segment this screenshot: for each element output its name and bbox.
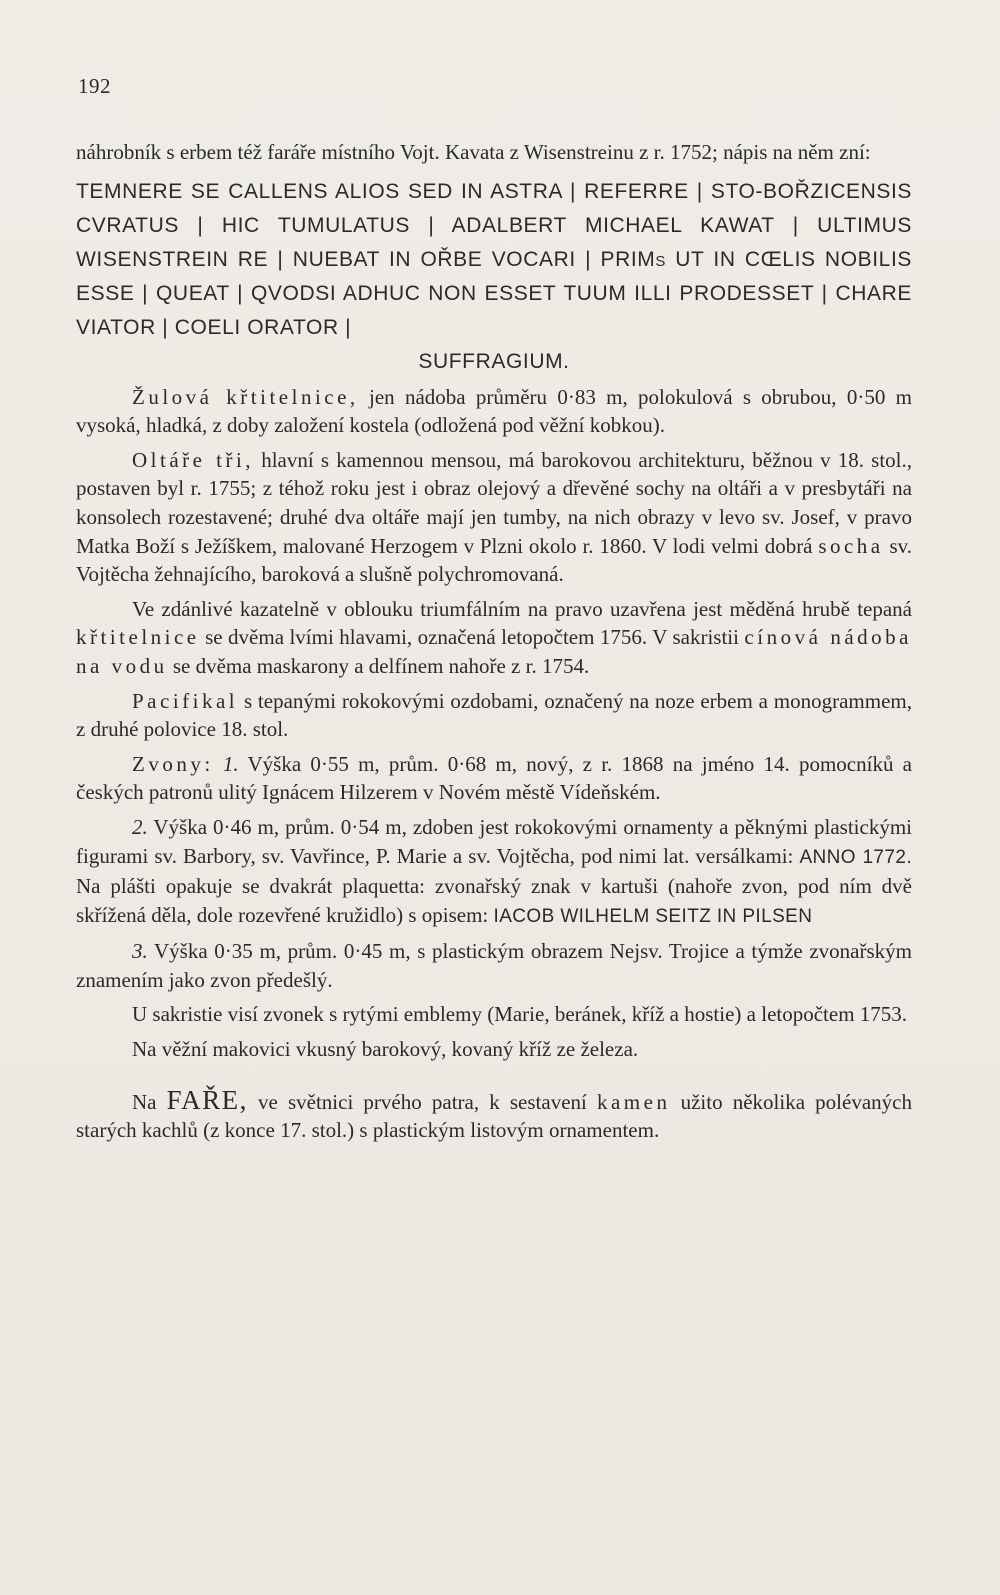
- paragraph-pulpit: [76, 595, 912, 681]
- bell-number: 3.: [132, 939, 148, 964]
- paragraph-bell-3: [76, 937, 912, 994]
- paragraph-text: Na plášti opakuje se dvakrát plaquetta: zvonařský znak v kartuši (nahoře zvon, pod ním dvě skřížená děla, dole rozevřené kružidlo) s opisem:: [76, 874, 912, 927]
- spaced-term: Pacifikal: [132, 688, 239, 713]
- paragraph-text: Na: [132, 1089, 167, 1114]
- paragraph-sacristy-bell: U sakristie visí zvonek s rytými emblemy (Marie, beránek, kříž a hostie) a letopočtem 1753.: [132, 1002, 908, 1027]
- page-number: 192: [78, 74, 111, 98]
- paragraph-text: ve světnici prvého patra, k sestavení: [247, 1089, 597, 1114]
- paragraph-text: sv. Vojtěcha žehnajícího, baroková a slušně polychromovaná.: [76, 533, 912, 587]
- paragraph-text: se dvěma maskarony a delfínem nahoře z r. 1754.: [167, 653, 590, 678]
- spaced-term: Zvony:: [132, 751, 214, 776]
- paragraph-font: [76, 383, 912, 440]
- paragraph-text: hlavní s kamennou mensou, má barokovou architekturu, běžnou v 18. stol., postaven byl r. 1755; z téhož roku jest i obraz olejový a dřevěné sochy na oltáři a v presbytáři na konsolech rozestavené; druhé dva oltáře mají jen tumby, na nich obrazy v levo sv. Josef, v pravo Matka Boží s Ježíškem, malované Herzogem v Plzni okolo r. 1860. V lodi velmi dobrá: [76, 447, 912, 558]
- latin-inscription-end: SUFFRAGIUM.: [418, 349, 570, 373]
- paragraph-pacifical: [76, 687, 912, 744]
- paragraph-text: Výška 0·46 m, prům. 0·54 m, zdoben jest rokokovými ornamenty a pěknými plastickými figurami sv. Barbory, sv. Vavřince, P. Marie a sv. Vojtěcha, pod nimi lat. versálkami:: [76, 814, 912, 868]
- spaced-term: cínová nádoba na vodu: [76, 625, 912, 678]
- paragraph-tombstone: náhrobník s erbem též faráře místního Vojt. Kavata z Wisenstreinu z r. 1752; nápis na něm zní:: [76, 140, 871, 164]
- paragraph-text: jen nádoba průměru 0·83 m, polokulová s obrubou, 0·50 m vysoká, hladká, z doby založení kostela (odložená pod věžní kobkou).: [76, 384, 912, 438]
- paragraph-text: Výška 0·55 m, prům. 0·68 m, nový, z r. 1868 na jméno 14. pomocníků a českých patronů ulitý Ignácem Hilzerem v Novém městě Vídeňském.: [76, 751, 913, 805]
- spaced-term: Žulová křtitelnice,: [132, 384, 359, 409]
- caps-text: ANNO 1772.: [799, 846, 912, 868]
- paragraph-text: Výška 0·35 m, prům. 0·45 m, s plastickým obrazem Nejsv. Trojice a týmže zvonařským znamením jako zvon předešlý.: [76, 939, 912, 992]
- paragraph-rectory: [76, 1086, 912, 1145]
- paragraph-text: se dvěma lvími hlavami, označená letopočtem 1756. V sakristii: [199, 625, 745, 650]
- spaced-term: křtitelnice: [76, 625, 200, 650]
- spaced-term: socha: [818, 533, 884, 558]
- paragraph-bell-2: [76, 813, 912, 931]
- caps-text: IACOB WILHELM SEITZ IN PILSEN: [493, 905, 813, 927]
- bell-number: 1.: [222, 751, 239, 776]
- paragraph-text: užito několika polévaných starých kachlů (z konce 17. stol.) s plastickým listovým ornamentem.: [76, 1089, 912, 1143]
- paragraph-text: Ve zdánlivé kazatelně v oblouku triumfálním na pravo uzavřena jest měděná hrubě tepaná: [132, 596, 912, 621]
- body-text: [76, 138, 912, 1145]
- section-heading: FAŘE,: [166, 1084, 248, 1115]
- paragraph-altars: [76, 446, 912, 589]
- spaced-term: Oltáře tři,: [132, 447, 255, 472]
- paragraph-bells: [76, 750, 912, 807]
- bell-number: 2.: [132, 814, 148, 839]
- paragraph-text: s tepanými rokokovými ozdobami, označený na noze erbem a monogrammem, z druhé polovice 18. stol.: [76, 688, 912, 742]
- latin-inscription: TEMNERE SE CALLENS ALIOS SED IN ASTRA | REFERRE | STO-BOŘZICENSIS CVRATUS | HIC TUMULATUS | ADALBERT MICHAEL KAWAT | ULTIMUS WISENSTREIN RE | NUEBAT IN OŘBE VOCARI | PRIMs UT IN CŒLIS NOBILIS ESSE | QUEAT | QVODSI ADHUC NON ESSET TUUM ILLI PRODESSET | CHARE VIATOR | COELI ORATOR |: [76, 179, 912, 339]
- spaced-term: kamen: [596, 1089, 671, 1114]
- paragraph-cross: Na věžní makovici vkusný barokový, kovaný kříž ze železa.: [132, 1037, 639, 1062]
